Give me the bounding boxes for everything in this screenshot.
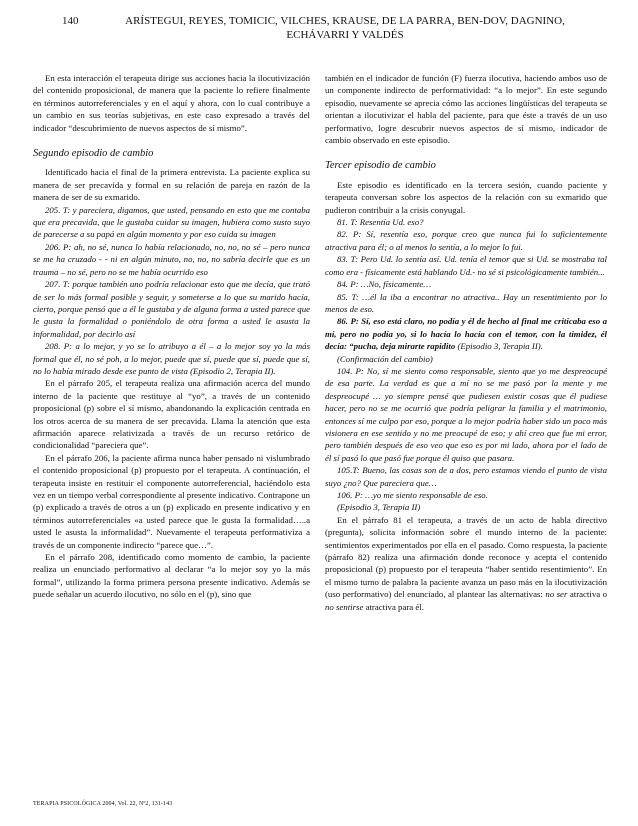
paragraph: En el párrafo 206, la paciente afirma nunca haber pensado ni vislumbrado el contenido proposicional (p) propuesto por el terapeuta. A continuación, el terapeuta insiste en restituir el componente autorreferencial, haciéndolo esta vez en un tiempo verbal correspondiente al presente indicativo. Contrapone un (p) explicado a través de otros a un (p) explicado en presente indicativo y en términos autorreferenciales «a usted parece que le gusta la formalidad…..a usted le asusta la informalidad”. Nuevamente el terapeuta performativiza a través de un componente indirecto “parece que…”. — [33, 452, 310, 550]
episode-reference: (Episodio 3, Terapia II). — [455, 341, 543, 352]
authors-line-1: ARÍSTEGUI, REYES, TOMICIC, VILCHES, KRAUSE, DE LA PARRA, BEN-DOV, DAGNINO, — [125, 15, 565, 27]
paragraph: En el párrafo 208, identificado como momento de cambio, la paciente realiza un enunciado performativo al declarar “a lo mejor soy yo la más formal”, utilizando la forma primera persona presente indicativo. Además se puede señalar un acuerdo ilocutivo, no sólo en el (p), sino que — [33, 552, 310, 600]
paragraph-text: En el párrafo 81 el terapeuta, a través de un acto de habla directivo (pregunta), solicita información sobre el mundo interno de la paciente: sentimientos experimentados por ella en el pasado. Como respuesta, la paciente (párrafo 82) realiza una afirmación donde reconoce y acepta el contenido proposicional (p) propuesto por el terapeuta “haber sentido resentimiento”. En el mismo turno de palabra la paciente avanza un paso más en la ilocutivización (uso performativo) del enunciado, al plantear las alternativas: — [325, 514, 607, 600]
transcript-turn: 105.T: Bueno, las cosas son de a dos, pero estamos viendo el punto de vista suyo ¿no? Que pareciera que… — [325, 465, 607, 488]
transcript-turn: 104. P: No, sí me siento como responsable, siento que yo me despreocupé de esa parte. La verdad es que a mí no se me pasó por la mente y me despreocupé … yo siempre pensé que pudiesen existir cosas que él pudiese hacer, pero no se me ocurrió que podría peligrar la familia y el matrimonio, entonces sí me culpo por eso, porque a lo mejor podría haber sido un poco más visionera en ese sentido y no me preocupé de eso; y ahí creo que fue mi error, pero también después de eso veo que eso es por mi lado, ahora por el lado de él sí pasó lo que pasó fue porque él quiso que pasara. — [325, 365, 607, 463]
paragraph: En esta interacción el terapeuta dirige sus acciones hacia la ilocutivización del contenido proposicional, de manera que la paciente lo refiere finalmente en términos autorreferenciales y en el aquí y ahora, con lo cual contribuye a un cambio en sus teorías subjetivas, en este caso expresado a través del indicador “descubrimiento de nuevos aspectos de sí mismo”. — [33, 73, 310, 133]
emphasis: no sentirse — [325, 601, 364, 612]
authors-line-2: ECHÁVARRI Y VALDÉS — [286, 29, 404, 41]
paragraph — [325, 514, 607, 613]
section-heading: Segundo episodio de cambio — [33, 148, 154, 160]
change-moment-quote: 86. P: Sí, eso está claro, no podía y él de hecho al final me criticaba eso a mí, pero no podía yo, si lo hacía lo hacía con el temor, con la timidez, él decía: “pucha, deja mirarte rapidito — [325, 316, 607, 352]
emphasis: no ser — [545, 589, 568, 600]
confirmation-label: (Confirmación del cambio) — [337, 353, 433, 364]
paragraph-text: atractiva para él. — [363, 601, 424, 612]
paragraph-text: atractiva o — [567, 589, 608, 600]
transcript-turn: 82. P: Sí, resentía eso, porque creo que nunca fui lo suficientemente atractiva para él; o al menos lo sentía, a lo mejor lo fui. — [325, 229, 607, 252]
transcript-turn: 85. T: …él la iba a encontrar no atractiva.. Hay un resentimiento por lo menos de eso. — [325, 291, 607, 314]
authors-header — [110, 14, 580, 42]
paragraph: Este episodio es identificado en la tercera sesión, cuando paciente y terapeuta conversan sobre los aspectos de la relación con su exmarido que pudieron contribuir a la crisis conyugal. — [325, 179, 607, 215]
transcript-turn: 207. T: porque también uno podría relacionar esto que me decía, que trató de ser lo más formal posible y seguir, y someterse a lo que su marido hacía, cierto, porque pensó que a él le gustaba y de alguna forma a usted parece que le gusta la formalidad o poniéndolo de otra forma a usted le asusta la informalidad, por decirlo así — [33, 279, 310, 339]
section-heading: Tercer episodio de cambio — [325, 160, 436, 172]
transcript-turn-highlighted — [325, 315, 607, 352]
transcript-turn: 208. P: a lo mejor, y yo se lo atribuyo a él – a lo mejor soy yo la más formal que él, no sé poh, a lo mejor, puede que sí, puede que sí, puede que sí, no lo había mirado desde ese punto de vista (Episodio 2, Terapia II). — [33, 341, 310, 376]
right-column — [325, 72, 607, 613]
transcript-turn: 106. P: …yo me siento responsable de eso. — [337, 490, 488, 500]
journal-footer: TERAPIA PSICOLÓGICA 2004, Vol. 22, Nº2, 131-143 — [33, 801, 173, 807]
page-number: 140 — [62, 15, 79, 27]
transcript-turn: 206. P: ah, no sé, nunca lo había relacionado, no, no, no sé – pero nunca se me ha cruzado - - ni en algún minuto, no, no, no sabría decirle que es un trauma – no sé, pero no se me había ocurrido eso — [33, 241, 310, 277]
paragraph: Identificado hacia el final de la primera entrevista. La paciente explica su manera de ser precavida y formal en su relación de pareja en razón de la manera de ser de su exmarido. — [33, 167, 310, 203]
episode-reference: (Episodio 3, Terapia II) — [337, 502, 421, 513]
transcript-turn: 205. T: y pareciera, digamos, que usted, pensando en esto que me contaba que era precavida, que le gustaba cuidar su imagen, hubiera como susto suyo de parecerse a su papá en algún momento y por eso cuida su imagen — [33, 204, 310, 240]
transcript-turn: 81. T: Resentía Ud. eso? — [337, 217, 424, 228]
transcript-turn: 83. T: Pero Ud. lo sentía así. Ud. tenía el temor que si Ud. se mostraba tal como era - físicamente está hablando Ud.- no sé si psicológicamente también... — [325, 254, 607, 277]
transcript-turn: 84. P: …No, físicamente… — [337, 279, 432, 290]
paragraph: En el párrafo 205, el terapeuta realiza una afirmación acerca del mundo interno de la paciente que restituye al “yo”, a través de un contenido proposicional (p) sobre el sí mismo, abandonando la explicación centrada en los otros acerca de su manera de ser precavida. Llama la atención que esta afirmación aparece relativizada a través de un recurso retórico de condicionalidad “pareciera que”. — [33, 378, 310, 451]
left-column — [33, 72, 310, 601]
paragraph: también en el indicador de función (F) fuerza ilocutiva, haciendo ambos uso de un componente indirecto de performatividad: “a lo mejor”. En este segundo episodio, nuevamente se aprecia cómo las acciones lingüísticas del terapeuta se orientan a ilocutivizar el habla del paciente, para que éste a través de un uso performativo, logre descubrir nuevos aspectos de sí mismo, indicador de cambio observado en este episodio. — [325, 73, 607, 146]
